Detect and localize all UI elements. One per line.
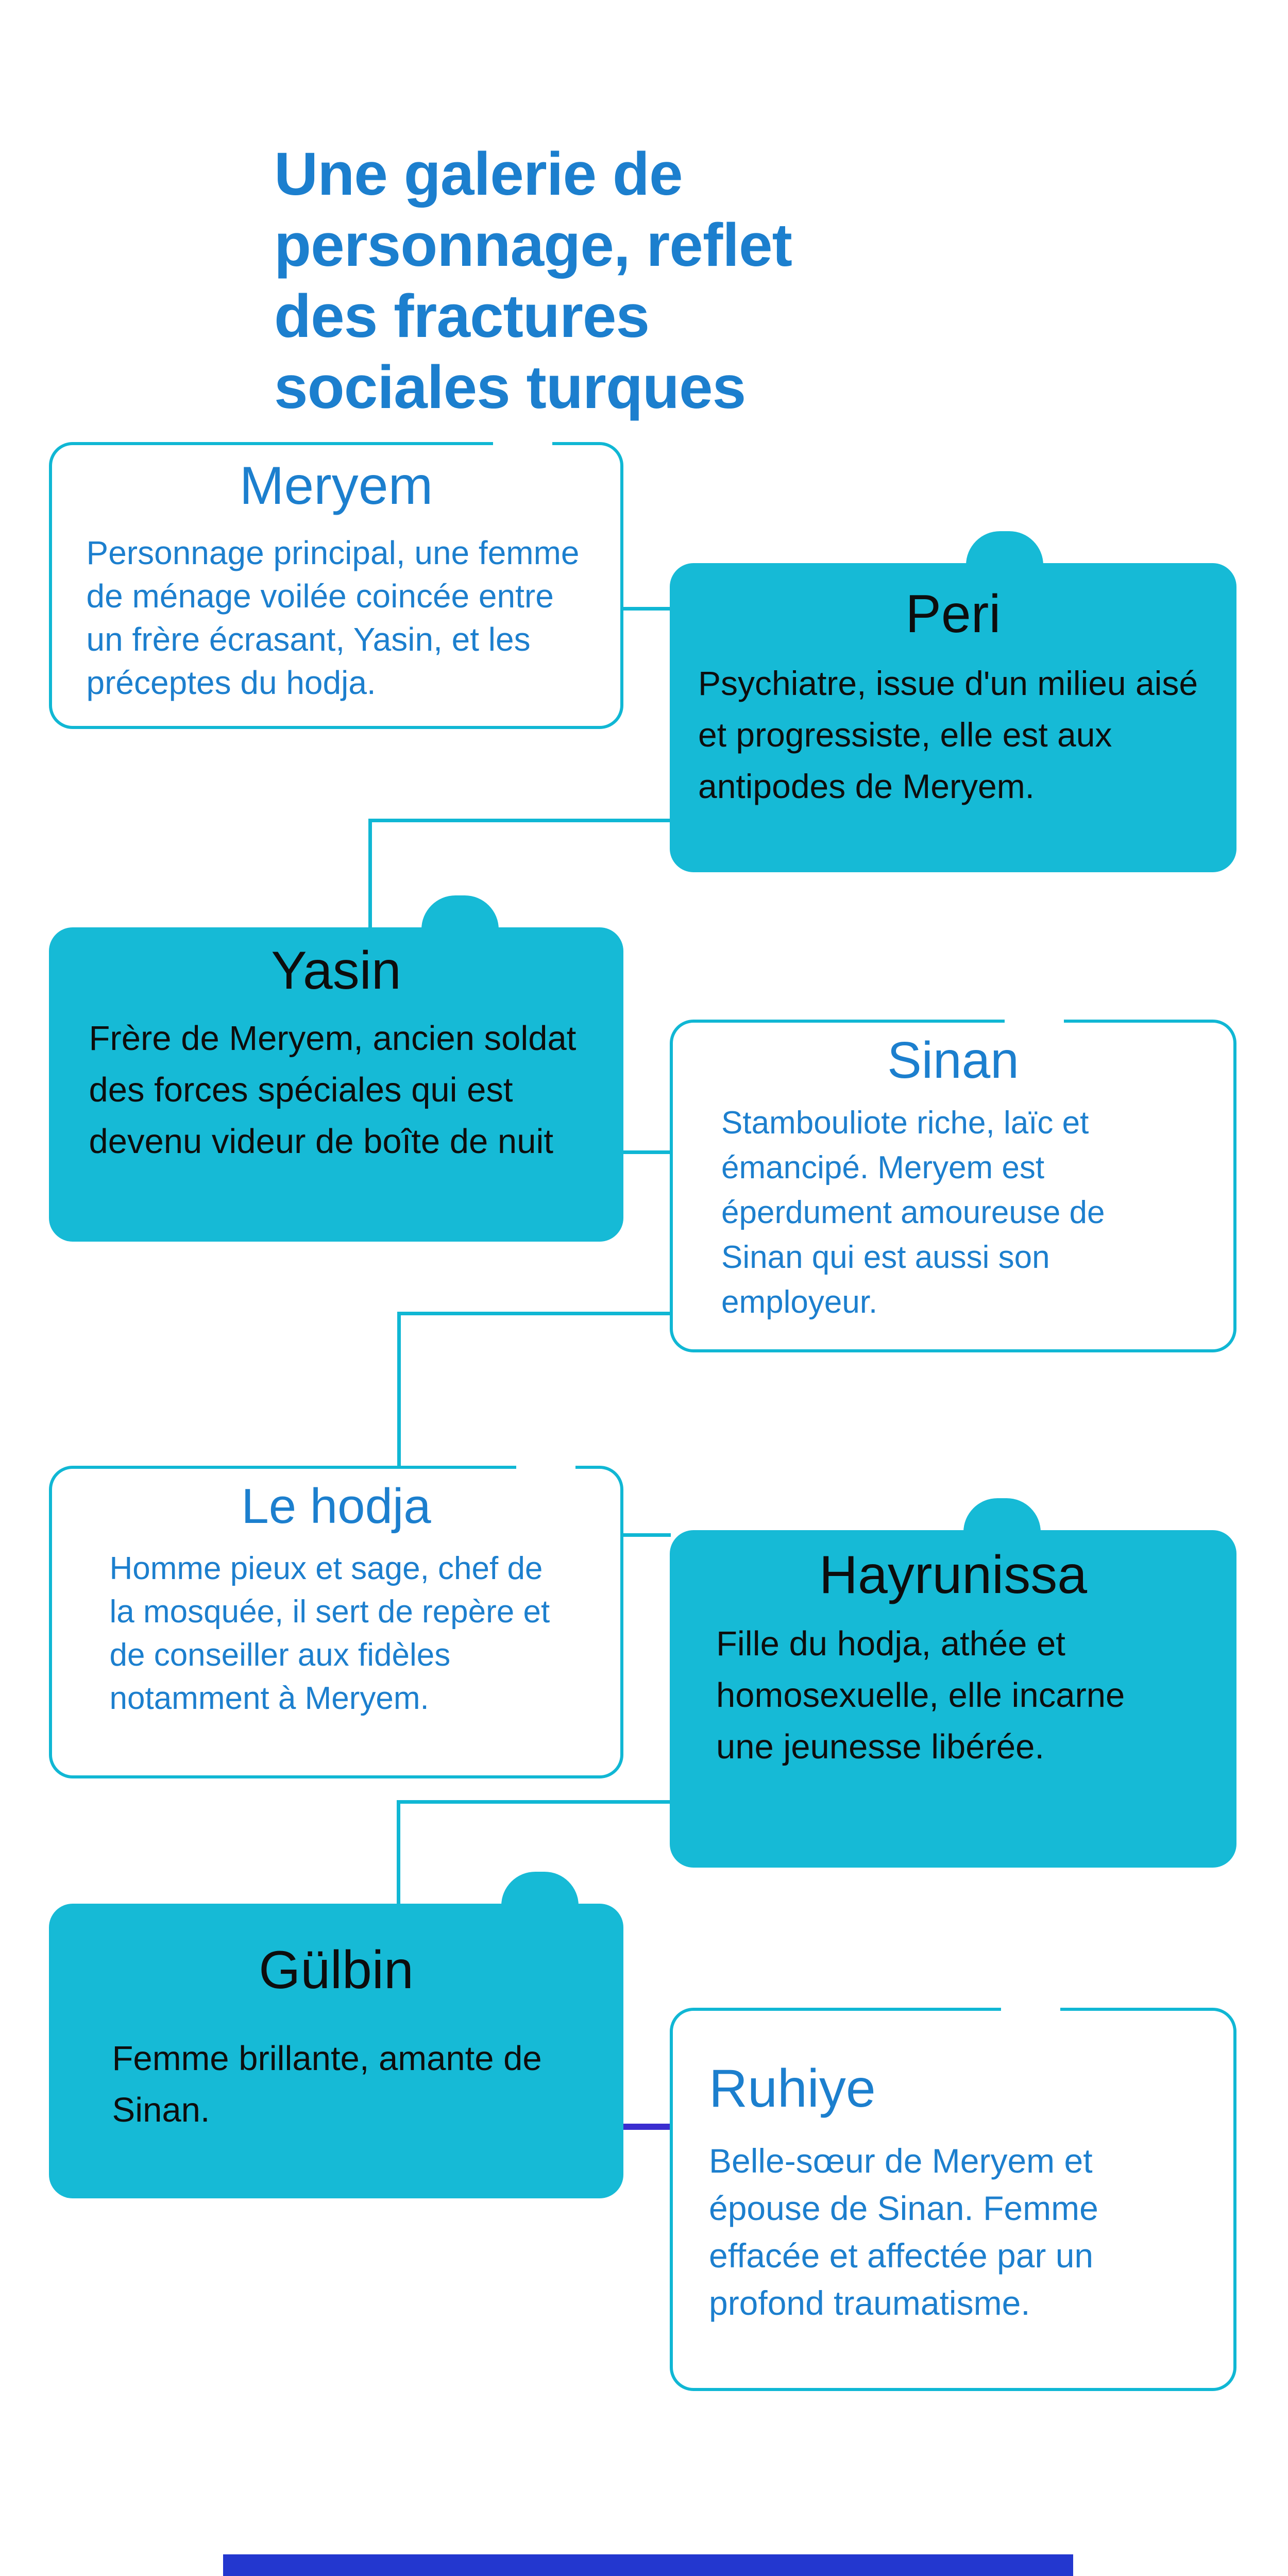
card-title: Meryem [239, 456, 433, 516]
page-title [274, 139, 867, 423]
tab-notch [1001, 2007, 1060, 2012]
card-description: Homme pieux et sage, chef de la mosquée, il sert de repère et de conseiller aux fidèles notamment à Meryem. [109, 1551, 550, 1716]
card-ruhiye [670, 2008, 1236, 2391]
footer-bar [223, 2554, 1073, 2576]
connector-yasin-sinan [621, 1150, 671, 1154]
card-description: Personnage principal, une femme de ménage voilée coincée entre un frère écrasant, Yasin, et les préceptes du hodja. [86, 534, 580, 701]
card-description: Psychiatre, issue d'un milieu aisé et progressiste, elle est aux antipodes de Meryem. [698, 664, 1198, 805]
page-title-regular: Une galerie de personnage, [274, 140, 683, 280]
page-title-bold: reflet des fractures sociales turques [274, 211, 792, 422]
card-tab [963, 1498, 1041, 1532]
connector-meryem-peri [621, 607, 671, 611]
card-hayrunissa [670, 1530, 1236, 1868]
card-title: Peri [905, 584, 1001, 644]
connector-peri-yasin-vertical [368, 819, 372, 931]
card-description: Fille du hodja, athée et homosexuelle, elle incarne une jeunesse libérée. [716, 1624, 1125, 1766]
tab-notch [1005, 1019, 1064, 1024]
connector-hodja-hayrunissa [621, 1533, 671, 1537]
card-title: Sinan [887, 1031, 1019, 1089]
card-title: Gülbin [259, 1940, 414, 2000]
card-tab [501, 1872, 579, 1906]
connector-hayrunissa-gulbin-vertical [397, 1800, 400, 1907]
card-description: Belle-sœur de Meryem et épouse de Sinan. Femme effacée et affectée par un profond traumatisme. [709, 2142, 1098, 2322]
card-title: Yasin [271, 941, 401, 1001]
card-yasin [49, 927, 623, 1242]
card-gulbin [49, 1904, 623, 2198]
card-peri [670, 563, 1236, 872]
card-sinan [670, 1020, 1236, 1352]
tab-notch [516, 1465, 575, 1470]
card-description: Femme brillante, amante de Sinan. [112, 2039, 542, 2129]
connector-peri-yasin-horizontal [368, 819, 672, 822]
connector-sinan-hodja-vertical [397, 1312, 401, 1469]
card-title: Le hodja [241, 1479, 431, 1534]
tab-notch [493, 442, 552, 447]
connector-hayrunissa-gulbin-horizontal [397, 1800, 672, 1804]
connector-sinan-hodja-horizontal [397, 1312, 672, 1315]
card-description: Frère de Meryem, ancien soldat des forces spéciales qui est devenu videur de boîte de nuit [89, 1019, 577, 1161]
card-title: Ruhiye [709, 2059, 876, 2119]
card-le-hodja [49, 1466, 623, 1778]
card-title: Hayrunissa [819, 1545, 1088, 1605]
card-tab [421, 895, 499, 929]
card-description: Stambouliote riche, laïc et émancipé. Meryem est éperdument amoureuse de Sinan qui est aussi son employeur. [721, 1105, 1105, 1320]
card-tab [966, 531, 1043, 565]
connector-gulbin-ruhiye [621, 2124, 671, 2130]
card-meryem [49, 442, 623, 729]
